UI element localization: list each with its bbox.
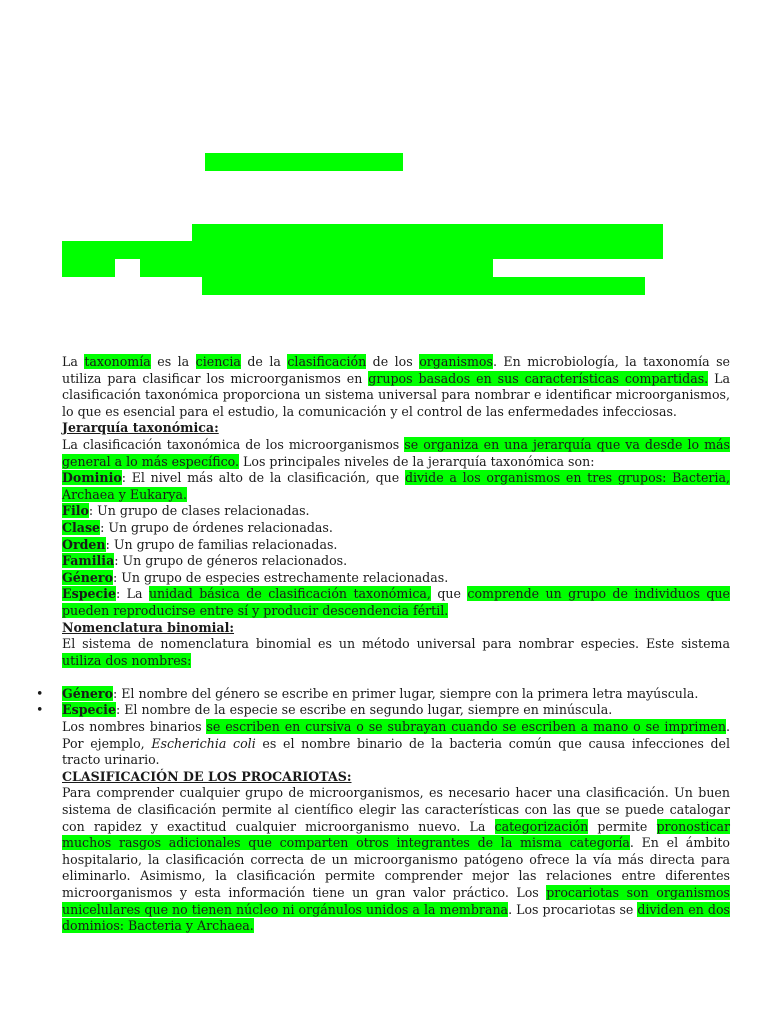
hierarchy-intro: La clasificación taxonómica de los microorganismos se organiza en una jerarquía que va desde lo más general a lo más específico. Los principales niveles de la jerarquía taxonómica son: [62, 436, 730, 469]
list-item-especie: • Especie: El nombre de la especie se escribe en segundo lugar, siempre en minúscula. [62, 702, 730, 719]
highlight: dividen en dos dominios: Bacteria y Archaea. [62, 901, 730, 934]
level-dominio: Dominio: El nivel más alto de la clasificación, que divide a los organismos en tres grupos: Bacteria, Archaea y Eukarya. [62, 470, 730, 502]
highlight: se escriben en cursiva o se subrayan cuando se escriben a mano o se imprimen [206, 719, 726, 735]
binary-names-paragraph: Los nombres binarios se escriben en cursiva o se subrayan cuando se escriben a mano o se imprimen. Por ejemplo, Escherichia coli es el nombre binario de la bacteria común que causa infecciones del tracto urinario. [62, 719, 731, 768]
highlight: organismos [419, 354, 493, 369]
level-genero: Género: Un grupo de especies estrechamente relacionadas. [62, 569, 449, 585]
intro-paragraph: La taxonomía es la ciencia de la clasificación de los organismos. En microbiología, la taxonomía se utiliza para clasificar los microorganismos en grupos basados en sus características compartidas. La clasificación taxonómica proporciona un sistema universal para nombrar e identificar microorganismos, lo que es esencial para el estudio, la comunicación y el control de las enfermedades infecciosas. [62, 354, 731, 419]
highlight: taxonomía [84, 354, 151, 369]
prokaryotes-heading: CLASIFICACIÓN DE LOS PROCARIOTAS: [62, 768, 352, 784]
highlight: utiliza dos nombres: [62, 652, 192, 668]
highlight: comprende un grupo de individuos que pueden reproducirse entre sí y producir descendencia fértil. [62, 586, 730, 618]
highlight: procariotas son organismos unicelulares que no tienen núcleo ni orgánulos unidos a la membrana [62, 885, 731, 917]
highlight: categorización [494, 818, 589, 834]
redacted-header-line-1 [192, 224, 663, 242]
highlight: unidad básica de clasificación taxonómica, [148, 586, 431, 602]
highlight: pronosticar muchos rasgos adicionales que comparten otros integrantes de la misma categoría [62, 818, 730, 851]
level-especie: Especie: La unidad básica de clasificación taxonómica, que comprende un grupo de individuos que pueden reproducirse entre sí y producir descendencia fértil. [62, 586, 730, 618]
redacted-header-line-4 [202, 277, 645, 295]
nomenclature-list [62, 686, 730, 719]
nomenclature-intro: El sistema de nomenclatura binomial es un método universal para nombrar especies. Este sistema utiliza dos nombres: [62, 636, 730, 668]
redacted-header-line-2 [62, 241, 663, 259]
level-familia: Familia: Un grupo de géneros relacionados. [62, 553, 348, 569]
level-orden: Orden: Un grupo de familias relacionadas. [62, 536, 338, 552]
nomenclature-heading: Nomenclatura binomial: [62, 619, 235, 635]
highlight: grupos basados en sus características compartidas. [368, 370, 709, 386]
redacted-title-block [205, 153, 403, 171]
level-clase: Clase: Un grupo de órdenes relacionadas. [62, 519, 333, 535]
redacted-header-line-3a [62, 259, 115, 277]
redacted-header-line-3b [140, 259, 493, 277]
highlight: ciencia [195, 354, 241, 369]
hierarchy-heading: Jerarquía taxonómica: [62, 420, 219, 436]
prokaryotes-paragraph: Para comprender cualquier grupo de microorganismos, es necesario hacer una clasificación. Un buen sistema de clasificación permite al científico elegir las características con las que se puede catalogar con rapidez y exactitud cualquier microorganismo nuevo. La categorización permite pronosticar muchos rasgos adicionales que comparten otros integrantes de la misma categoría. En el ámbito hospitalario, la clasificación correcta de un microorganismo patógeno ofrece la vía más directa para eliminarlo. Asimismo, la clasificación permite comprender mejor las relaciones entre diferentes microorganismos y esta información tiene un gran valor práctico. Los procariotas son organismos unicelulares que no tienen núcleo ni orgánulos unidos a la membrana. Los procariotas se dividen en dos dominios: Bacteria y Archaea. [62, 785, 731, 934]
highlight: se organiza en una jerarquía que va desde lo más general a lo más específico. [62, 436, 730, 469]
document-body [62, 354, 730, 935]
highlight: clasificación [287, 354, 367, 369]
list-item-genero: • Género: El nombre del género se escribe en primer lugar, siempre con la primera letra mayúscula. [62, 686, 730, 703]
highlight: divide a los organismos en tres grupos: Bacteria, Archaea y Eukarya. [62, 470, 730, 502]
level-filo: Filo: Un grupo de clases relacionadas. [62, 503, 310, 519]
